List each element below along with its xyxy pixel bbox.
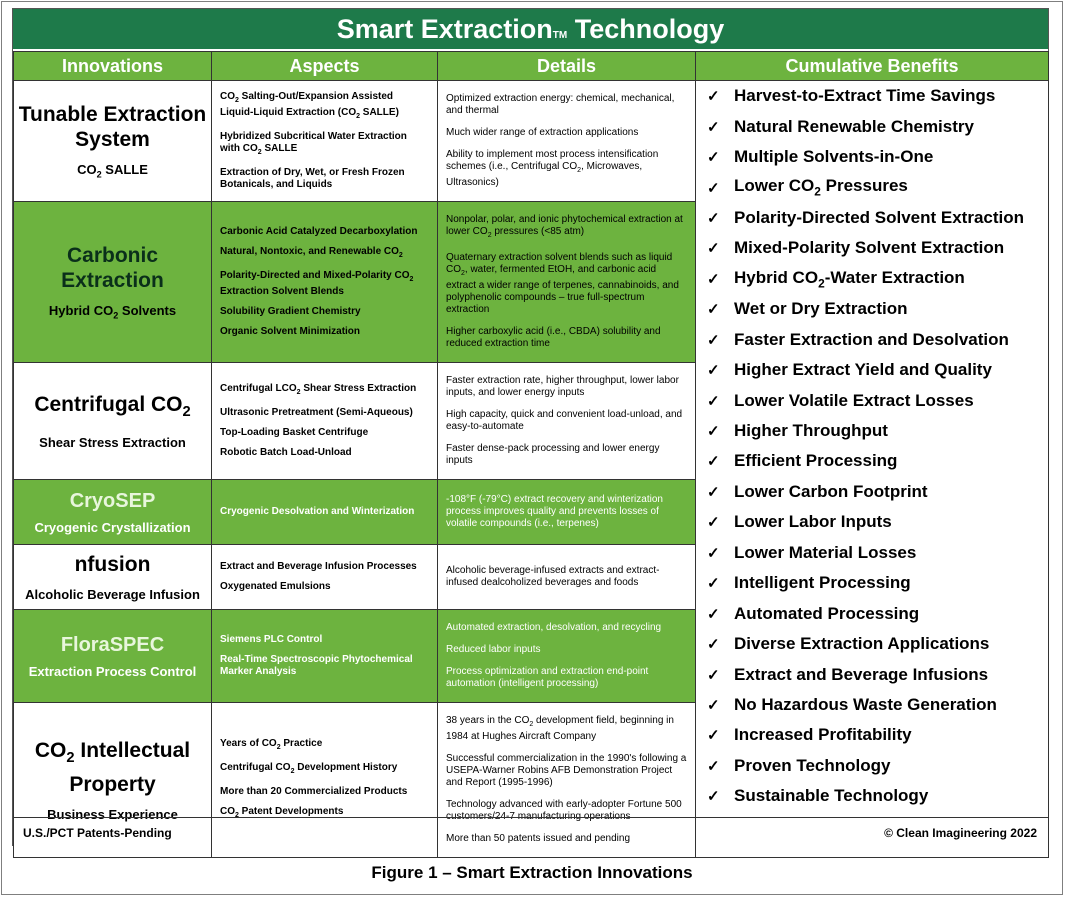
aspects-cell	[212, 610, 438, 703]
benefit-label: Lower Material Losses	[734, 542, 917, 562]
checkmark-icon: ✓	[707, 179, 720, 197]
detail-item: Much wider range of extraction applications	[446, 127, 639, 138]
aspect-item: Extract and Beverage Infusion Processes	[220, 561, 417, 572]
detail-item: Nonpolar, polar, and ionic phytochemical extraction at lower $CO_2$ pressures (<85 atm)	[446, 214, 683, 239]
benefit-label: Intelligent Processing	[734, 573, 911, 593]
innovation-name: $CO_2$ Intellectual Property	[34, 739, 191, 796]
checkmark-icon: ✓	[707, 209, 720, 227]
header-details: Details	[438, 52, 696, 81]
benefit-label: Multiple Solvents-in-One	[734, 147, 934, 167]
innovation-name: Tunable Extraction System	[18, 103, 207, 152]
benefit-label: No Hazardous Waste Generation	[734, 694, 997, 714]
aspect-item: Centrifugal $LCO_2$ Shear Stress Extraction	[220, 383, 417, 396]
detail-item: High capacity, quick and convenient load-unload, and easy-to-automate	[446, 409, 683, 432]
checkmark-icon: ✓	[707, 788, 720, 806]
benefit-label: Hybrid $CO_2$-Water Extraction	[734, 267, 965, 291]
benefit-item	[696, 446, 1048, 476]
innovation-subtitle: Alcoholic Beverage Infusion	[25, 587, 200, 602]
benefit-item	[696, 325, 1048, 355]
benefit-label: Lower Volatile Extract Losses	[734, 390, 974, 410]
details-cell	[438, 480, 696, 545]
benefit-item	[696, 781, 1048, 811]
benefit-item	[696, 598, 1048, 628]
innovations-table	[13, 51, 1049, 858]
checkmark-icon: ✓	[707, 575, 720, 593]
detail-item: Faster extraction rate, higher throughput, lower labor inputs, and lower energy inputs	[446, 375, 679, 398]
benefit-label: Faster Extraction and Desolvation	[734, 329, 1009, 349]
patents-note: U.S./PCT Patents-Pending	[23, 826, 172, 840]
checkmark-icon: ✓	[707, 118, 720, 136]
copyright: © Clean Imagineering 2022	[884, 826, 1037, 840]
detail-item: Alcoholic beverage-infused extracts and extract-infused dealcoholized beverages and foods	[446, 565, 660, 588]
innovation-cell	[14, 202, 212, 363]
aspects-cell	[212, 202, 438, 363]
detail-item: Ability to implement most process intensification schemes (i.e., Centrifugal $CO_2$, Microwaves, Ultrasonics)	[446, 149, 659, 188]
innovation-cell	[14, 545, 212, 610]
detail-item: More than 50 patents issued and pending	[446, 833, 631, 844]
benefit-label: Harvest-to-Extract Time Savings	[734, 86, 996, 106]
benefit-label: Higher Extract Yield and Quality	[734, 360, 992, 380]
details-cell	[438, 81, 696, 202]
details-cell	[438, 545, 696, 610]
benefit-item	[696, 538, 1048, 568]
benefit-item	[696, 416, 1048, 446]
checkmark-icon: ✓	[707, 453, 720, 471]
footer	[13, 817, 1048, 846]
checkmark-icon: ✓	[707, 605, 720, 623]
aspect-item: Years of $CO_2$ Practice	[220, 738, 323, 751]
checkmark-icon: ✓	[707, 757, 720, 775]
innovation-subtitle: Business Experience	[47, 806, 178, 822]
detail-item: -108°F (-79°C) extract recovery and winterization process improves quality and prevents losses of volatile compounds (i.e., terpenes)	[446, 494, 663, 529]
checkmark-icon: ✓	[707, 696, 720, 714]
benefit-label: Lower Labor Inputs	[734, 512, 892, 532]
innovation-subtitle: $CO_2$ SALLE	[77, 162, 148, 180]
figure-caption: Figure 1 – Smart Extraction Innovations	[371, 863, 693, 882]
aspects-cell	[212, 545, 438, 610]
innovation-name: CryoSEP	[69, 490, 156, 512]
detail-item: Process optimization and extraction end-point automation (intelligent processing)	[446, 666, 649, 689]
innovation-name: FloraSPEC	[60, 634, 165, 656]
checkmark-icon: ✓	[707, 666, 720, 684]
checkmark-icon: ✓	[707, 331, 720, 349]
details-cell	[438, 610, 696, 703]
benefit-item	[696, 203, 1048, 233]
detail-item: Faster dense-pack processing and lower energy inputs	[446, 443, 660, 466]
detail-item: Reduced labor inputs	[446, 644, 541, 655]
benefit-label: Natural Renewable Chemistry	[734, 116, 974, 136]
aspect-item: $CO_2$ Salting-Out/Expansion Assisted Liquid-Liquid Extraction ($CO_2$ SALLE)	[220, 91, 399, 120]
details-cell	[438, 202, 696, 363]
aspect-item: Organic Solvent Minimization	[220, 326, 361, 337]
benefit-item	[696, 81, 1048, 111]
checkmark-icon: ✓	[707, 149, 720, 167]
benefit-item	[696, 355, 1048, 385]
innovation-row	[14, 81, 1049, 202]
aspect-item: Cryogenic Desolvation and Winterization	[220, 506, 415, 517]
benefit-label: Automated Processing	[734, 603, 920, 623]
checkmark-icon: ✓	[707, 727, 720, 745]
innovation-cell	[14, 610, 212, 703]
benefit-item	[696, 720, 1048, 750]
detail-item: Optimized extraction energy: chemical, mechanical, and thermal	[446, 93, 675, 116]
detail-item: Automated extraction, desolvation, and recycling	[446, 622, 662, 633]
figure-title: Smart ExtractionTM Technology	[13, 9, 1048, 49]
aspect-item: Polarity-Directed and Mixed-Polarity $CO_2$ Extraction Solvent Blends	[220, 270, 414, 297]
aspect-item: Carbonic Acid Catalyzed Decarboxylation	[220, 226, 418, 237]
innovation-name: Centrifugal $CO_2$	[34, 392, 191, 421]
benefit-label: Mixed-Polarity Solvent Extraction	[734, 238, 1005, 258]
innovation-subtitle: Hybrid $CO_2$ Solvents	[48, 303, 177, 321]
innovation-subtitle: Shear Stress Extraction	[39, 435, 186, 451]
innovation-subtitle: Cryogenic Crystallization	[34, 520, 191, 535]
aspect-item: Oxygenated Emulsions	[220, 581, 331, 592]
benefit-item	[696, 690, 1048, 720]
aspects-cell	[212, 480, 438, 545]
aspect-item: Centrifugal $CO_2$ Development History	[220, 762, 398, 775]
aspect-item: Top-Loading Basket Centrifuge	[220, 427, 369, 438]
benefits-cell	[696, 81, 1049, 858]
checkmark-icon: ✓	[707, 483, 720, 501]
checkmark-icon: ✓	[707, 362, 720, 380]
innovation-cell	[14, 81, 212, 202]
benefit-item	[696, 233, 1048, 263]
benefit-label: Lower $CO_2$ Pressures	[734, 176, 908, 199]
benefit-item	[696, 659, 1048, 689]
checkmark-icon: ✓	[707, 240, 720, 258]
benefit-item	[696, 477, 1048, 507]
benefit-label: Efficient Processing	[734, 451, 898, 471]
benefit-item	[696, 385, 1048, 415]
aspect-item: $CO_2$ Patent Developments	[220, 806, 344, 819]
benefit-label: Diverse Extraction Applications	[734, 634, 990, 654]
benefit-item	[696, 751, 1048, 781]
benefit-label: Proven Technology	[734, 755, 891, 775]
aspects-cell	[212, 363, 438, 480]
innovation-subtitle: Extraction Process Control	[28, 664, 197, 679]
aspect-item: Extraction of Dry, Wet, or Fresh Frozen Botanicals, and Liquids	[220, 167, 405, 190]
innovation-name: Carbonic Extraction	[61, 244, 164, 293]
detail-item: Technology advanced with early-adopter Fortune 500 customers/24-7 manufacturing operations	[446, 799, 682, 822]
aspect-item: Ultrasonic Pretreatment (Semi-Aqueous)	[220, 407, 413, 418]
header-benefits: Cumulative Benefits	[696, 52, 1049, 81]
benefit-item	[696, 142, 1048, 172]
checkmark-icon: ✓	[707, 423, 720, 441]
benefit-label: Higher Throughput	[734, 421, 888, 441]
benefit-label: Increased Profitability	[734, 725, 912, 745]
aspect-item: Siemens PLC Control	[220, 634, 323, 645]
aspect-item: Natural, Nontoxic, and Renewable $CO_2$	[220, 246, 403, 259]
checkmark-icon: ✓	[707, 392, 720, 410]
benefit-item	[696, 111, 1048, 141]
aspect-item: Real-Time Spectroscopic Phytochemical Marker Analysis	[220, 654, 413, 677]
detail-item: 38 years in the $CO_2$ development field, beginning in 1984 at Hughes Aircraft Company	[446, 715, 674, 742]
benefit-label: Polarity-Directed Solvent Extraction	[734, 207, 1025, 227]
checkmark-icon: ✓	[707, 270, 720, 288]
header-innovations: Innovations	[14, 52, 212, 81]
innovation-cell	[14, 363, 212, 480]
details-cell	[438, 363, 696, 480]
checkmark-icon: ✓	[707, 301, 720, 319]
benefit-item	[696, 507, 1048, 537]
benefit-item	[696, 264, 1048, 294]
benefit-label: Sustainable Technology	[734, 786, 929, 806]
aspect-item: Hybridized Subcritical Water Extraction with $CO_2$ SALLE	[220, 131, 407, 156]
aspect-item: More than 20 Commercialized Products	[220, 786, 408, 797]
benefit-label: Extract and Beverage Infusions	[734, 664, 989, 684]
checkmark-icon: ✓	[707, 88, 720, 106]
checkmark-icon: ✓	[707, 514, 720, 532]
benefit-item	[696, 568, 1048, 598]
aspect-item: Robotic Batch Load-Unload	[220, 447, 352, 458]
aspects-cell	[212, 81, 438, 202]
benefit-item	[696, 172, 1048, 202]
benefit-label: Wet or Dry Extraction	[734, 299, 908, 319]
benefit-item	[696, 294, 1048, 324]
checkmark-icon: ✓	[707, 636, 720, 654]
aspect-item: Solubility Gradient Chemistry	[220, 306, 361, 317]
checkmark-icon: ✓	[707, 544, 720, 562]
benefit-item	[696, 629, 1048, 659]
benefit-label: Lower Carbon Footprint	[734, 481, 928, 501]
innovation-name: nfusion	[74, 553, 151, 576]
detail-item: Successful commercialization in the 1990's following a USEPA-Warner Robins AFB Demonstration Project and Report (1995-1996)	[446, 753, 687, 788]
detail-item: Higher carboxylic acid (i.e., CBDA) solubility and reduced extraction time	[446, 326, 661, 349]
detail-item: Quaternary extraction solvent blends such as liquid $CO_2$, water, fermented EtOH, and carbonic acid extract a wider range of terpenes, cannabinoids, and polyphenolic compounds – true full-spectrum extraction	[446, 252, 679, 315]
innovation-cell	[14, 480, 212, 545]
header-aspects: Aspects	[212, 52, 438, 81]
